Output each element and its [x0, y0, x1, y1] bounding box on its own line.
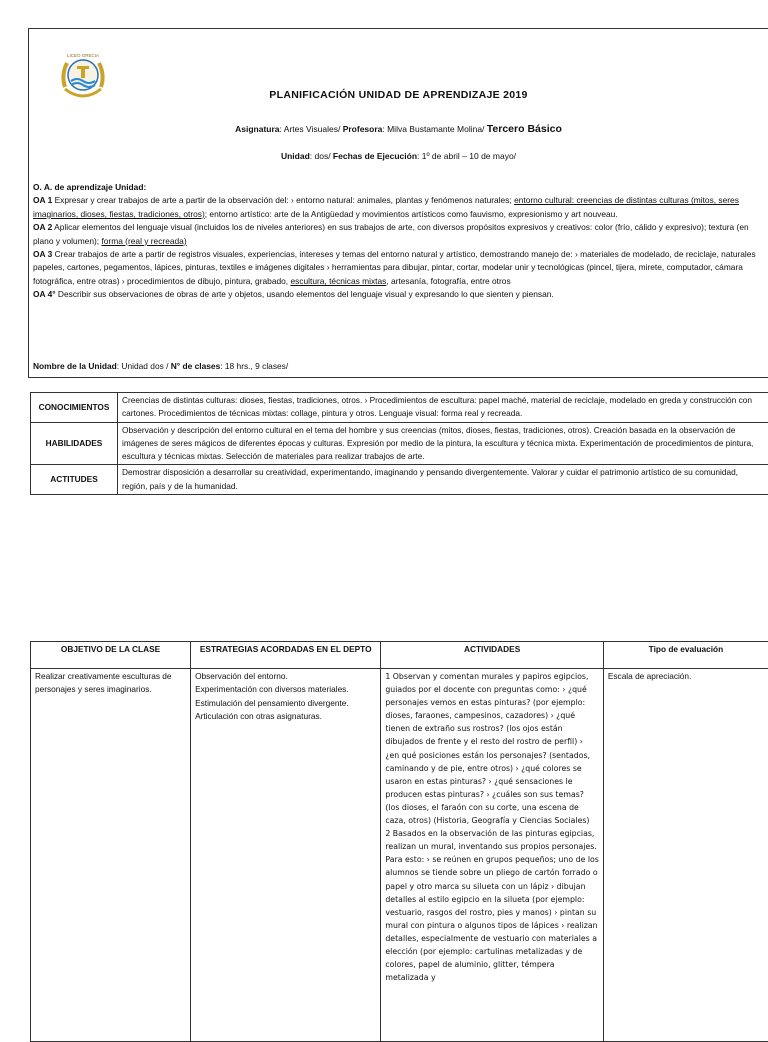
oa-heading: O. A. de aprendizaje Unidad: [33, 182, 146, 192]
cell-objetivo: Realizar creativamente esculturas de personajes y seres imaginarios. [31, 669, 191, 1042]
oa3-text-b: , artesanía, fotografía, entre otros [386, 276, 510, 286]
oa3-paragraph [33, 248, 763, 288]
oa3-label: OA 3 [33, 249, 52, 259]
row-text-actitudes: Demostrar disposición a desarrollar su creatividad, experimentando, imaginando y pensando divergentemente. Valorar y cuidar el patrimonio artístico de su comunidad, región, país y de la humanidad. [118, 465, 768, 495]
learning-objectives [33, 181, 763, 302]
table-row [31, 669, 768, 1042]
clases-value: : 18 hrs., 9 clases/ [220, 361, 288, 371]
oa2-paragraph [33, 221, 763, 248]
asignatura-label: Asignatura [235, 124, 279, 134]
row-label-habilidades: HABILIDADES [31, 422, 118, 465]
unit-header-box [28, 28, 768, 378]
row-text-conocimientos: Creencias de distintas culturas: dioses, fiestas, tradiciones, otros. › Procedimientos de escultura: papel maché, material de reciclaje, modelado en greda y construcción con cartones. Procedimientos de técnicas mixtas: collage, pintura y otros. Lenguaje visual: forma real y recreada. [118, 393, 768, 423]
table-header-row [31, 642, 768, 669]
subject-line [29, 123, 768, 135]
oa1-text-a: Expresar y crear trabajos de arte a partir de la observación del: › entorno natural: animales, plantas y fenómenos naturales; [52, 195, 514, 205]
header-estrategias: ESTRATEGIAS ACORDADAS EN EL DEPTO [191, 642, 381, 669]
oa2-text-underlined: forma (real y recreada) [101, 236, 186, 246]
fechas-value: : 1º de abril – 10 de mayo/ [417, 151, 516, 161]
oa3-text-a: Crear trabajos de arte a partir de registros visuales, experiencias, intereses y temas del entorno natural y artístico, demostrando manejo de: › materiales de modelado, de reciclaje, naturales papeles, cartones, pegamentos, lápices, pinturas, textiles e imágenes digitales › herramientas para dibujar, pintar, cortar, modelar unir y tecnológicas (pincel, tijera, mirete, computador, cámara fotográfica, entre otras) › procedimientos de dibujo, pintura, grabado, [33, 249, 756, 286]
clases-label: N° de clases [171, 361, 220, 371]
lesson-plan-table [30, 641, 768, 1042]
oa1-text-b: ; entorno artístico: arte de la Antigüedad y movimientos artísticos como fauvismo, expresionismo y art nouveau. [205, 209, 618, 219]
profesora-label: Profesora [343, 124, 383, 134]
fechas-label: Fechas de Ejecución [333, 151, 417, 161]
oa2-text-a: Aplicar elementos del lenguaje visual (incluidos los de niveles anteriores) en sus trabajos de arte, con diversos propósitos expresivos y creativos: color (frío, cálido y expresivo); textura (en plano y volumen); [33, 222, 749, 245]
oa4-paragraph [33, 288, 763, 301]
oa4-label: OA 4° [33, 289, 56, 299]
unit-dates-line [29, 151, 768, 161]
nombre-value: : Unidad dos / [117, 361, 171, 371]
cell-actividades: 1 Observan y comentan murales y papiros egipcios, guiados por el docente con preguntas como: › ¿qué personajes vemos en estas pinturas? (por ejemplo: dioses, faraones, campesinos, cazadores) › ¿qué tienen de extraño sus rostros? (los ojos están dibujados de frente y el resto del rostro de perfil) › ¿en qué posiciones están los personajes? (sentados, caminando y de pie, entre otros) › ¿qué colores se usaron en estas pinturas? › ¿qué sensaciones le producen estas pinturas? › ¿cuáles son sus temas? (los dioses, el faraón con su corte, una escena de caza, otros) (Historia, Geografía y Ciencias Sociales) 2 Basados en la observación de las pinturas egipcias, realizan un mural, inventando sus propios personajes. Para esto: › se reúnen en grupos pequeños; uno de los alumnos se tiende sobre un pliego de cartón forrado o papel y otro marca su silueta con un lápiz › dibujan detalles al estilo egipcio en la silueta (por ejemplo: vestuario, rasgos del rostro, pies y manos) › pintan su mural con pintura o algunos tipos de lápices › realizan detalles, especialmente de vestuario con materiales a elección (por ejemplo: cartulinas metalizadas y de colores, papel de aluminio, glitter, témpera metalizada y [381, 669, 604, 1042]
table-row [31, 393, 768, 423]
oa1-text-underlined: entorno cultural: creencias de distintas culturas (mitos, seres imaginarios, dioses, fiestas, tradiciones, otros) [33, 195, 739, 218]
competencies-table [30, 392, 768, 495]
nombre-label: Nombre de la Unidad [33, 361, 117, 371]
header-evaluacion: Tipo de evaluación [603, 642, 768, 669]
table-row [31, 465, 768, 495]
cell-estrategias: Observación del entorno. Experimentación con diversos materiales. Estimulación del pensamiento divergente. Articulación con otras asignaturas. [191, 669, 381, 1042]
oa2-label: OA 2 [33, 222, 52, 232]
unit-name-line [33, 361, 288, 371]
oa1-paragraph [33, 194, 763, 221]
oa1-label: OA 1 [33, 195, 52, 205]
course-label: Tercero Básico [487, 123, 562, 135]
cell-evaluacion: Escala de apreciación. [603, 669, 768, 1042]
unidad-value: : dos/ [310, 151, 333, 161]
row-text-habilidades: Observación y descripción del entorno cultural en el tema del hombre y sus creencias (mitos, dioses, fiestas, tradiciones, otros). Creación basada en la observación de imágenes de seres mágicos de diferentes épocas y culturas. Expresión por medio de la pintura, la escultura y técnica mixta. Experimentación de procedimientos de pintura, escultura y técnicas mixtas. Selección de materiales para realizar trabajos de arte. [118, 422, 768, 465]
header-actividades: ACTIVIDADES [381, 642, 604, 669]
oa3-text-underlined: escultura, técnicas mixtas [290, 276, 386, 286]
svg-text:LICEO GRECIA: LICEO GRECIA [67, 53, 99, 58]
header-objetivo: OBJETIVO DE LA CLASE [31, 642, 191, 669]
row-label-conocimientos: CONOCIMIENTOS [31, 393, 118, 423]
asignatura-value: : Artes Visuales/ [280, 124, 343, 134]
oa4-text: Describir sus observaciones de obras de arte y objetos, usando elementos del lenguaje visual y expresando lo que sienten y piensan. [56, 289, 554, 299]
unidad-label: Unidad [281, 151, 310, 161]
table-row [31, 422, 768, 465]
page-title: PLANIFICACIÓN UNIDAD DE APRENDIZAJE 2019 [29, 89, 768, 101]
row-label-actitudes: ACTITUDES [31, 465, 118, 495]
profesora-value: : Milva Bustamante Molina/ [382, 124, 486, 134]
